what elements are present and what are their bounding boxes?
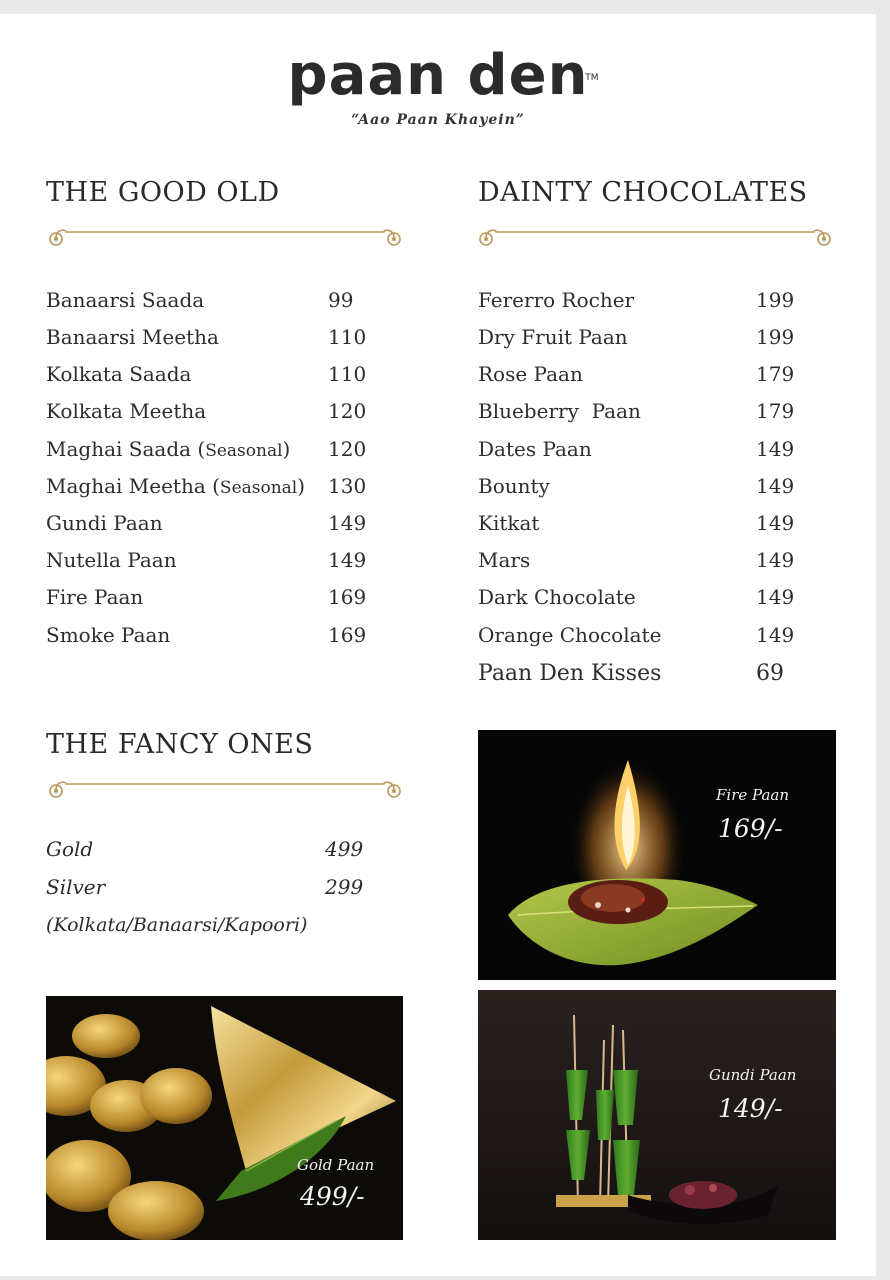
menu-item: Dates Paan: [478, 437, 592, 461]
section-title-dainty-chocolates: DAINTY CHOCOLATES: [478, 177, 808, 208]
ornament-divider: [474, 226, 836, 250]
photo-caption-name: Gundi Paan: [709, 1066, 797, 1084]
menu-item-price: 149: [756, 548, 795, 572]
menu-item: Kolkata Saada: [46, 362, 192, 386]
menu-item: Gold: [46, 837, 94, 861]
photo-caption-price: 499/-: [300, 1182, 365, 1211]
menu-item: Maghai Meetha (Seasonal): [46, 474, 306, 498]
photo-caption-price: 169/-: [718, 814, 783, 843]
photo-caption-price: 149/-: [718, 1094, 783, 1123]
menu-item: Rose Paan: [478, 362, 583, 386]
menu-item-price: 499: [325, 837, 364, 861]
menu-item-price: 179: [756, 399, 795, 423]
menu-item: Kitkat: [478, 511, 540, 535]
menu-item-price: 120: [328, 437, 367, 461]
menu-item: Orange Chocolate: [478, 623, 662, 647]
menu-item-price: 149: [328, 548, 367, 572]
menu-item-price: 169: [328, 623, 367, 647]
seasonal-note: Seasonal: [205, 441, 283, 461]
menu-item: Smoke Paan: [46, 623, 171, 647]
seasonal-note: Seasonal: [219, 478, 298, 498]
menu-item-price: 149: [756, 437, 795, 461]
menu-item: Maghai Saada (Seasonal): [46, 437, 291, 461]
fire-paan-photo: [478, 730, 836, 980]
menu-item: Banaarsi Saada: [46, 288, 205, 312]
ornament-divider: [44, 226, 406, 250]
ornament-divider: [44, 778, 406, 802]
menu-page: [0, 14, 876, 1276]
menu-item: Gundi Paan: [46, 511, 163, 535]
photo-caption-name: Fire Paan: [716, 786, 789, 804]
brand-tagline: “Aao Paan Khayein”: [351, 112, 525, 128]
menu-item-price: 130: [328, 474, 367, 498]
menu-item-price: 69: [756, 661, 784, 686]
photo-caption-name: Gold Paan: [297, 1156, 375, 1174]
menu-item-price: 149: [328, 511, 367, 535]
menu-item: Bounty: [478, 474, 550, 498]
menu-item: Fire Paan: [46, 585, 144, 609]
menu-item: Silver: [46, 875, 106, 899]
menu-item-price: 149: [756, 474, 795, 498]
menu-item: Kolkata Meetha: [46, 399, 207, 423]
menu-item-price: 149: [756, 585, 795, 609]
menu-item-price: 199: [756, 288, 795, 312]
menu-item: Fererro Rocher: [478, 288, 635, 312]
menu-item: Dark Chocolate: [478, 585, 636, 609]
section-title-fancy-ones: THE FANCY ONES: [46, 729, 314, 760]
brand-name: paan den: [287, 43, 589, 108]
menu-item-price: 120: [328, 399, 367, 423]
menu-item: Nutella Paan: [46, 548, 177, 572]
trademark-mark: TM: [585, 73, 599, 83]
section-title-good-old: THE GOOD OLD: [46, 177, 280, 208]
menu-item: Banaarsi Meetha: [46, 325, 219, 349]
menu-item-price: 110: [328, 325, 367, 349]
menu-item: Dry Fruit Paan: [478, 325, 628, 349]
menu-item: Mars: [478, 548, 531, 572]
menu-item-price: 299: [325, 875, 364, 899]
menu-item-price: 110: [328, 362, 367, 386]
menu-item-price: 179: [756, 362, 795, 386]
menu-item: Paan Den Kisses: [478, 661, 662, 686]
menu-item-price: 149: [756, 623, 795, 647]
fancy-variants-note: (Kolkata/Banaarsi/Kapoori): [46, 914, 308, 936]
menu-item-price: 169: [328, 585, 367, 609]
menu-item-price: 99: [328, 288, 354, 312]
menu-item: Blueberry Paan: [478, 399, 641, 423]
menu-item-price: 199: [756, 325, 795, 349]
brand-logo: [0, 43, 876, 108]
menu-item-price: 149: [756, 511, 795, 535]
